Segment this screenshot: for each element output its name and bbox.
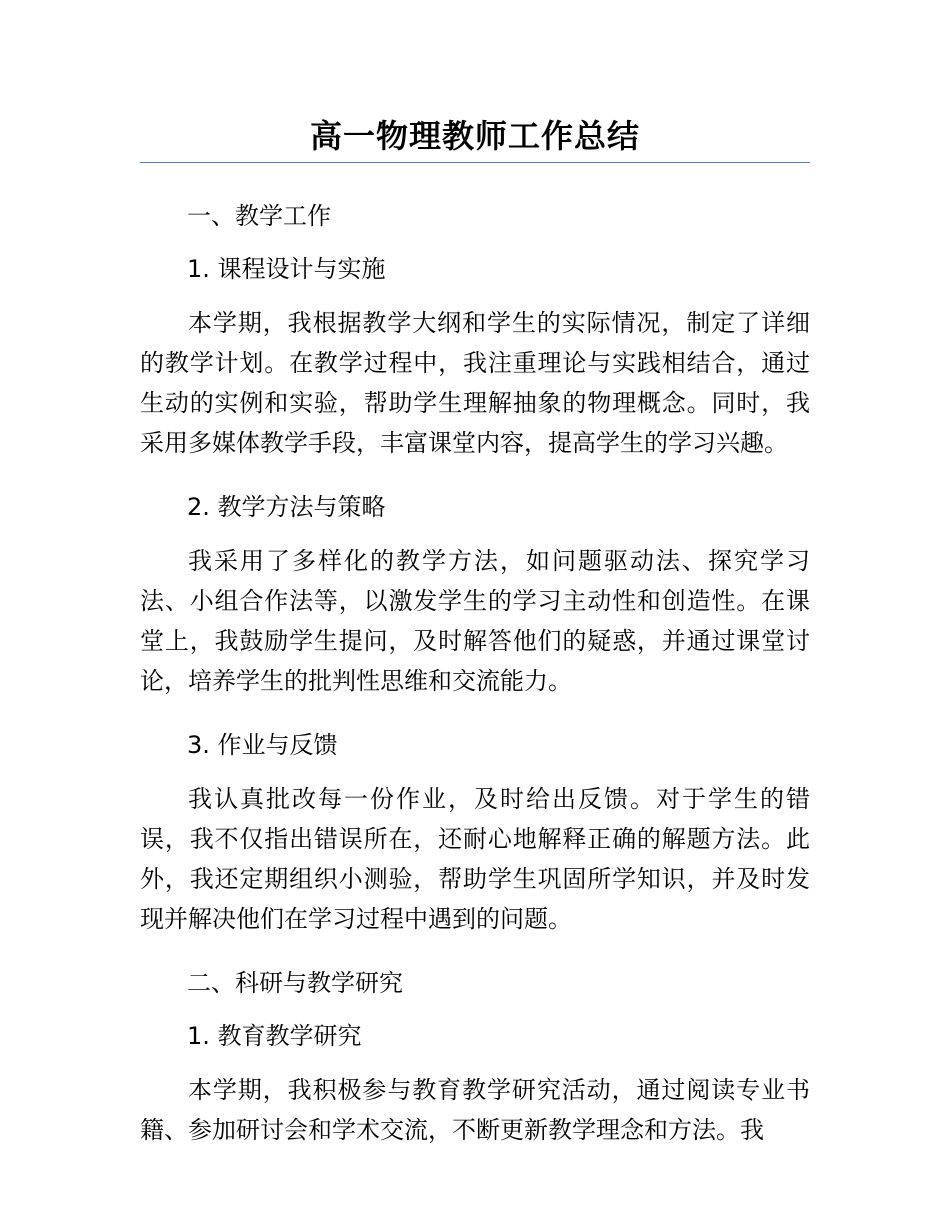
document-title: 高一物理教师工作总结 [309, 117, 640, 155]
subheading-homework-feedback: 3. 作业与反馈 [187, 731, 338, 759]
document-page [140, 100, 810, 1174]
paragraph-teaching-methods: 我采用了多样化的教学方法，如问题驱动法、探究学习法、小组合作法等，以激发学生的学习主动性和创造性。在课堂上，我鼓励学生提问，及时解答他们的疑惑，并通过课堂讨论，培养学生的批判性思维和交流能力。 [140, 547, 810, 695]
subheading-course-design: 1. 课程设计与实施 [187, 255, 386, 283]
paragraph-education-research: 本学期，我积极参与教育教学研究活动，通过阅读专业书籍、参加研讨会和学术交流，不断更新教学理念和方法。我 [140, 1076, 810, 1144]
section-heading-research: 二、科研与教学研究 [187, 969, 403, 997]
title-underline [140, 162, 810, 163]
subheading-education-research: 1. 教育教学研究 [187, 1022, 362, 1050]
paragraph-homework-feedback: 我认真批改每一份作业，及时给出反馈。对于学生的错误，我不仅指出错误所在，还耐心地解释正确的解题方法。此外，我还定期组织小测验，帮助学生巩固所学知识，并及时发现并解决他们在学习过程中遇到的问题。 [140, 785, 810, 933]
paragraph-course-design: 本学期，我根据教学大纲和学生的实际情况，制定了详细的教学计划。在教学过程中，我注重理论与实践相结合，通过生动的实例和实验，帮助学生理解抽象的物理概念。同时，我采用多媒体教学手段，丰富课堂内容，提高学生的学习兴趣。 [140, 309, 810, 457]
section-heading-teaching-work: 一、教学工作 [187, 202, 331, 230]
subheading-teaching-methods: 2. 教学方法与策略 [187, 493, 386, 521]
